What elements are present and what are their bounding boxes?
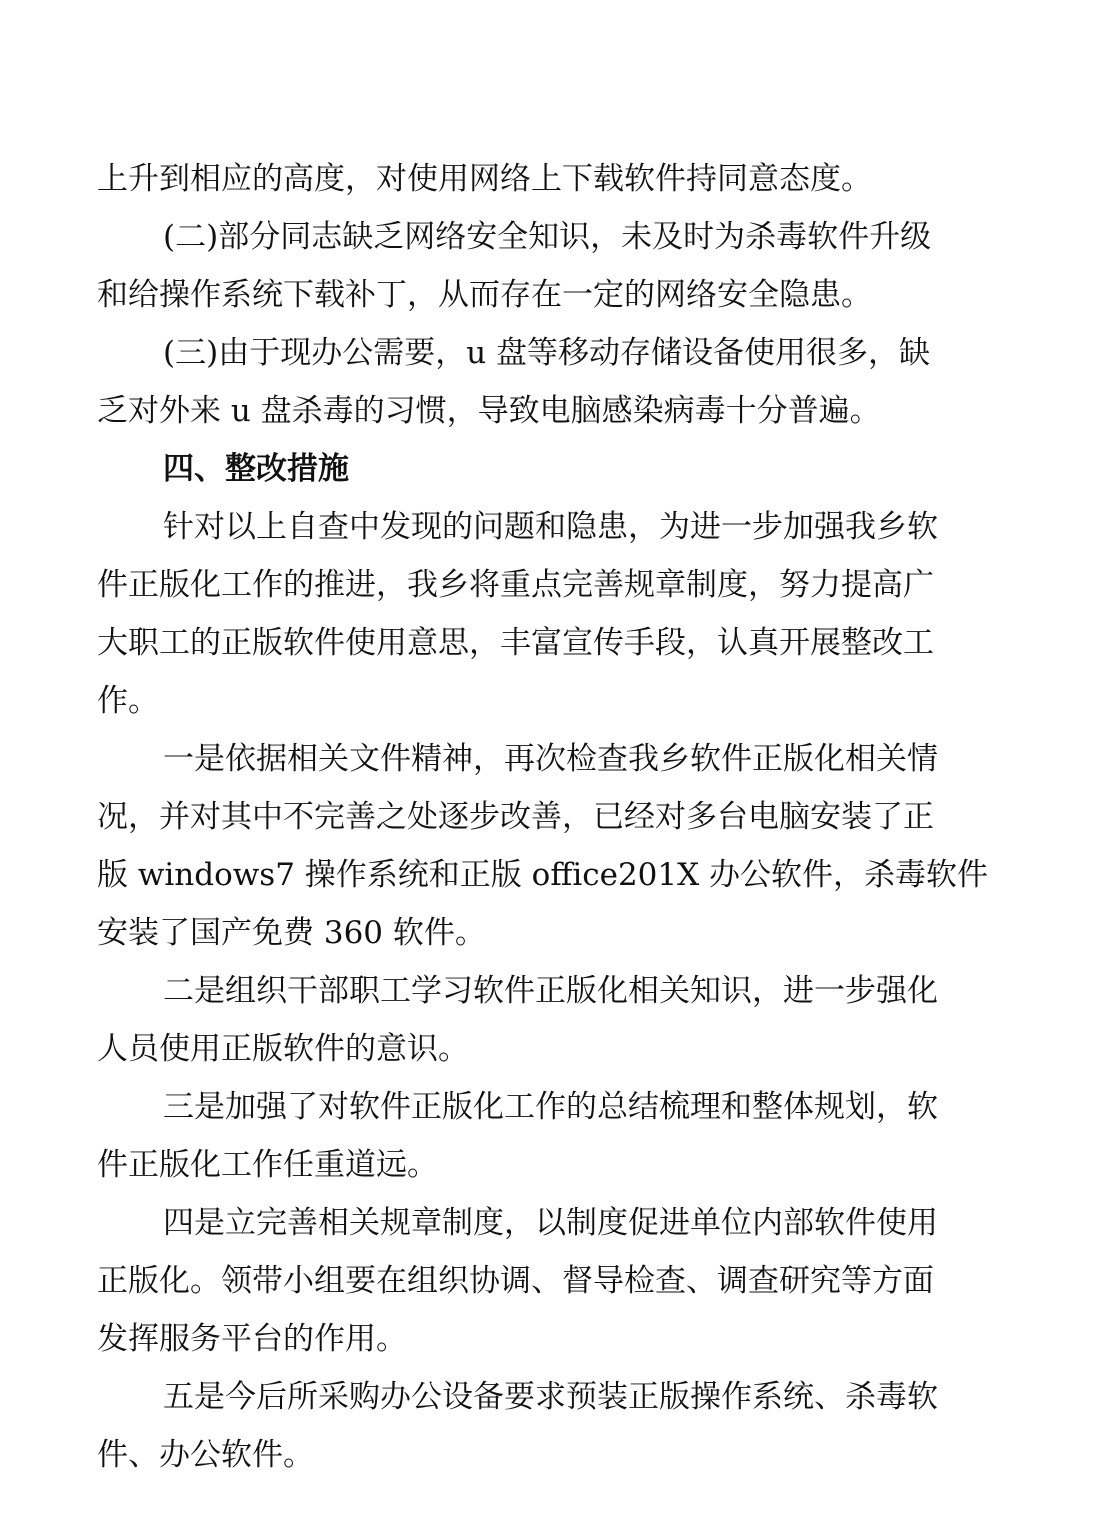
text-line: (二)部分同志缺乏网络安全知识，未及时为杀毒软件升级 <box>163 219 932 255</box>
text-line: 五是今后所采购办公设备要求预装正版操作系统、杀毒软 <box>163 1379 938 1415</box>
text-line: 版 windows7 操作系统和正版 office201X 办公软件，杀毒软件 <box>97 857 989 893</box>
text-line: (三)由于现办公需要，u 盘等移动存储设备使用很多，缺 <box>163 335 931 371</box>
text-line: 人员使用正版软件的意识。 <box>97 1031 469 1067</box>
text-line: 针对以上自查中发现的问题和隐患，为进一步加强我乡软 <box>163 509 938 545</box>
text-line: 大职工的正版软件使用意思，丰富宣传手段，认真开展整改工 <box>97 625 934 661</box>
text-line: 一是依据相关文件精神，再次检查我乡软件正版化相关情 <box>163 741 938 777</box>
text-line: 上升到相应的高度，对使用网络上下载软件持同意态度。 <box>97 161 872 197</box>
text-line: 件正版化工作的推进，我乡将重点完善规章制度，努力提高广 <box>97 567 934 603</box>
text-line: 乏对外来 u 盘杀毒的习惯，导致电脑感染病毒十分普遍。 <box>97 393 881 429</box>
text-line: 正版化。领带小组要在组织协调、督导检查、调查研究等方面 <box>97 1263 934 1299</box>
section-heading: 四、整改措施 <box>163 451 349 487</box>
text-line: 况，并对其中不完善之处逐步改善，已经对多台电脑安装了正 <box>97 799 934 835</box>
text-line: 作。 <box>97 683 159 719</box>
text-line: 安装了国产免费 360 软件。 <box>97 915 486 951</box>
text-line: 件正版化工作任重道远。 <box>97 1147 438 1183</box>
text-line: 四是立完善相关规章制度，以制度促进单位内部软件使用 <box>163 1205 938 1241</box>
text-line: 件、办公软件。 <box>97 1437 314 1473</box>
text-line: 和给操作系统下载补丁，从而存在一定的网络安全隐患。 <box>97 277 872 313</box>
text-line: 二是组织干部职工学习软件正版化相关知识，进一步强化 <box>163 973 938 1009</box>
text-line: 发挥服务平台的作用。 <box>97 1321 407 1357</box>
text-line: 三是加强了对软件正版化工作的总结梳理和整体规划，软 <box>163 1089 938 1125</box>
